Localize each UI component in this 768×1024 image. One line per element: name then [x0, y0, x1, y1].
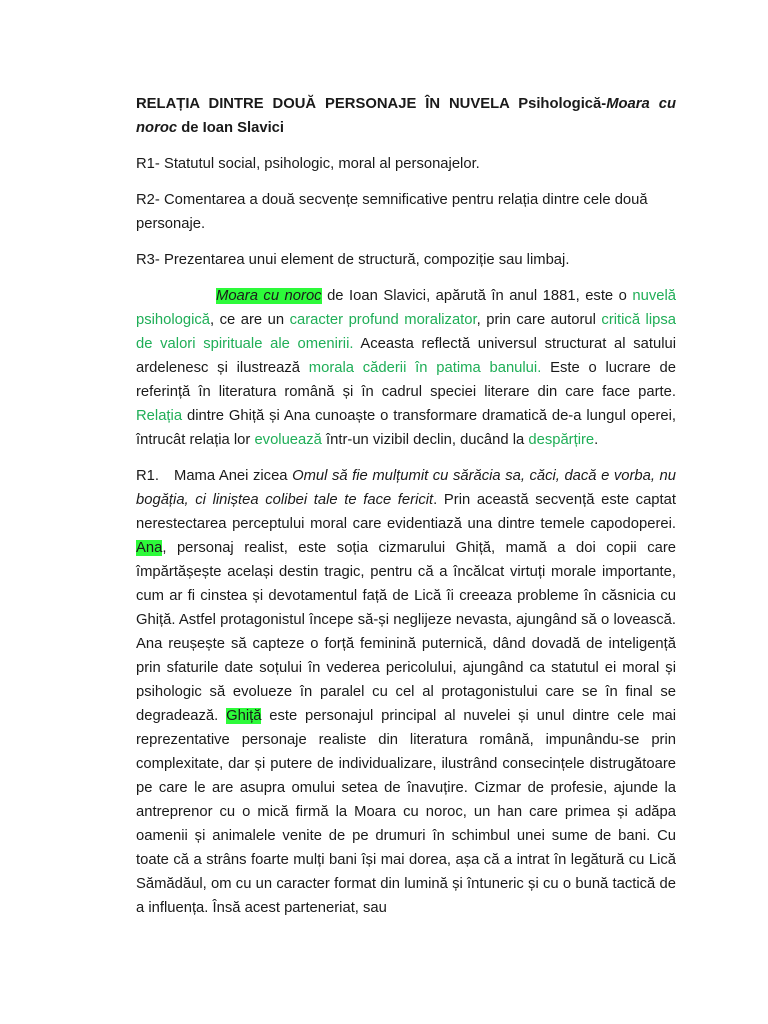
green-term: critică lipsa de valori spirituale ale omenirii. — [136, 312, 676, 352]
document-title — [136, 92, 676, 140]
intro-paragraph: Moara cu noroc de Ioan Slavici, apărută în anul 1881, este o nuvelă psihologică, ce are un caracter profund moralizator, prin care autorul critică lipsa de valori spirituale ale omenirii. Aceasta reflectă universul structurat al satului ardelenesc și ilustrează morala căderii în patima banului. Este o lucrare de referință în literatura română și în cadrul speciei literare din care face parte. Relația dintre Ghiță și Ana cunoaște o transformare dramatică de-a lungul operei, întrucât relația lor evoluează într-un vizibil declin, ducând la despărțire. — [136, 288, 676, 448]
title-part2: de Ioan Slavici — [177, 120, 285, 136]
green-term: evoluează — [254, 432, 322, 448]
green-term: nuvelă psihologică — [136, 288, 676, 328]
title-part1: RELAȚIA DINTRE DOUĂ PERSONAJE ÎN NUVELA Psihologică- — [136, 96, 607, 112]
green-term: despărțire — [528, 432, 595, 448]
r1-label: R1. — [136, 468, 160, 484]
green-term: morala căderii în patima banului. — [308, 360, 542, 376]
highlight-work-title: Moara cu noroc — [216, 288, 322, 304]
requirement-r3: R3- Prezentarea unui element de structură, compoziție sau limbaj. — [136, 252, 570, 268]
green-term: Relația — [136, 408, 183, 424]
document-body — [136, 92, 676, 932]
title-italic: Moara cu noroc — [136, 96, 676, 136]
quote-italic: Omul să fie mulțumit cu sărăcia sa, căci, dacă e vorba, nu bogăția, ci liniștea colibei tale te face fericit — [136, 468, 676, 508]
r1-paragraph: R1. Mama Anei zicea Omul să fie mulțumit cu sărăcia sa, căci, dacă e vorba, nu bogăția, ci liniștea colibei tale te face fericit. Prin această secvență este captat nerestectarea perceptului moral care evidentiază una dintre temele capodoperei. Ana, personaj realist, este soția cizmarului Ghiță, mamă a doi copii care împărtășește același destin tragic, pentru că a încălcat virtuți morale importante, cum ar fi cinstea și devotamentul față de Lică îi creeaza probleme în căsnicia cu Ghiță. Astfel protagonistul începe să-și neglijeze nevasta, ajungând să o lovească. Ana reușește să capteze o forță feminină puternică, dând dovadă de inteligență prin sfaturile date soțului în vederea pericolului, ajungând ca statutul ei moral și psihologic să evolueze în paralel cu cel al protagonistului care se în final se degradează. Ghiță este personajul principal al nuvelei și unul dintre cele mai reprezentative personaje realiste din literatura română, impunându-se prin complexitate, dar și putere de individualizare, ilustrând consecințele distrugătoare pe care le are asupra omului setea de înavuțire. Cizmar de profesie, ajunde la antreprenor cu o mică firmă la Moara cu noroc, un han care primea și adăpa oamenii și animalele venite de pe drumuri în schimbul unei sume de bani. Cu toate că a strâns foarte mulți bani își mai dorea, așa că a intrat în legătură cu Lică Sămădăul, om cu un caracter format din lumină și întuneric și cu o bună tactică de a influența. Însă acest parteneriat, sau — [136, 464, 676, 920]
requirement-r2: R2- Comentarea a două secvențe semnificative pentru relația dintre cele două personaje. — [136, 192, 648, 232]
highlight-ana: Ana — [136, 540, 163, 556]
green-term: caracter profund moralizator — [289, 312, 477, 328]
requirement-r1: R1- Statutul social, psihologic, moral al personajelor. — [136, 156, 480, 172]
highlight-ghita: Ghiță — [226, 708, 262, 724]
